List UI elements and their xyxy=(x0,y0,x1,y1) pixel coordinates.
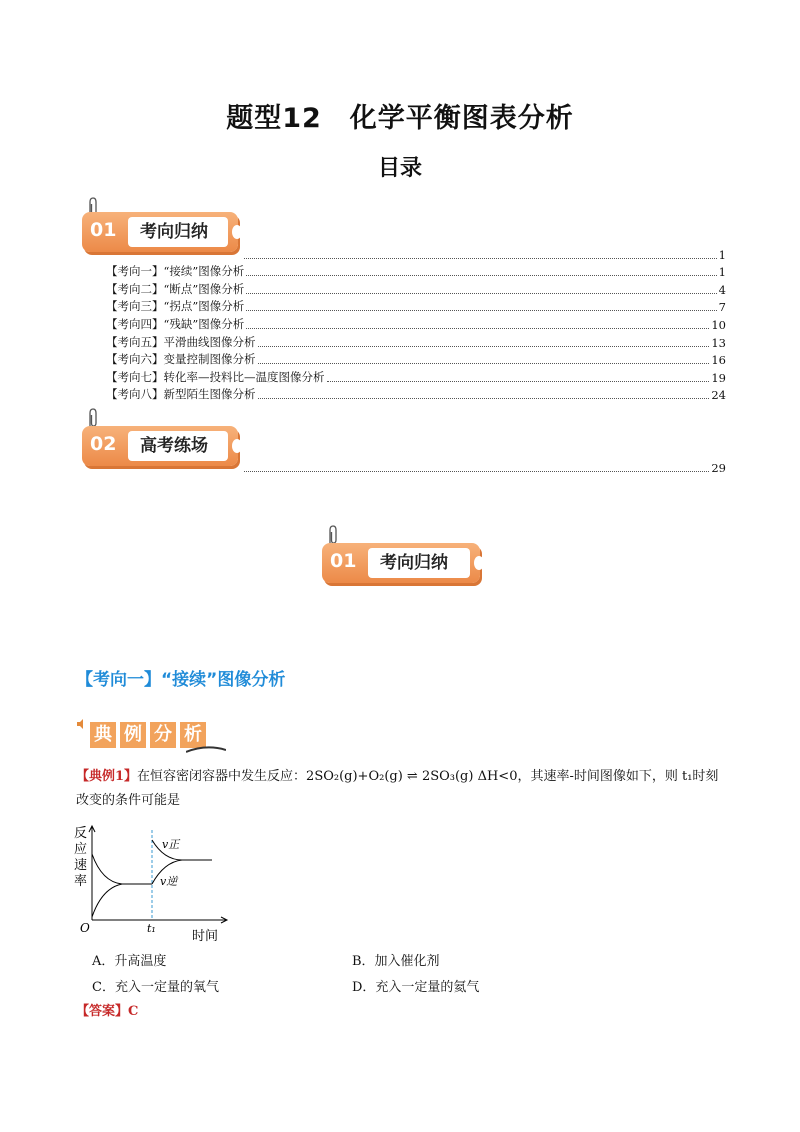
toc-page: 1 xyxy=(718,265,726,280)
speaker-icon xyxy=(76,718,88,730)
graph-ylabel-char: 速 xyxy=(74,858,88,873)
example-tag: 【典例1】 xyxy=(76,769,138,784)
toc-row[interactable] xyxy=(106,262,726,280)
toc-page: 7 xyxy=(718,300,726,315)
option-c[interactable]: C．充入一定量的氧气 xyxy=(92,980,219,995)
graph-ylabel-char: 反 xyxy=(74,826,88,841)
badge-notch xyxy=(474,556,484,570)
graph-vforward-label: v正 xyxy=(162,838,180,851)
option-d[interactable]: D．充入一定量的氦气 xyxy=(352,980,480,995)
toc-row[interactable] xyxy=(106,297,726,315)
toc-page: 4 xyxy=(718,282,726,297)
example-question xyxy=(76,765,726,813)
graph-t1-label: t₁ xyxy=(147,922,156,935)
toc-dots xyxy=(244,258,717,259)
toc-label: 【考向四】“残缺”图像分析 xyxy=(106,316,245,331)
badge-number: 01 xyxy=(330,550,357,572)
rate-time-graph xyxy=(72,822,232,944)
badge-label: 高考练场 xyxy=(128,431,228,461)
forward-rate-curve-after xyxy=(152,840,212,860)
section-heading: 【考向一】“接续”图像分析 xyxy=(76,670,286,690)
toc-row[interactable] xyxy=(106,385,726,403)
banner-char: 析 xyxy=(180,722,206,748)
option-a[interactable]: A．升高温度 xyxy=(92,954,167,969)
answer-tag: 【答案】 xyxy=(76,1004,129,1019)
toc-dots xyxy=(258,398,710,399)
badge-notch xyxy=(232,439,242,453)
toc-list xyxy=(106,244,726,402)
badge-number: 02 xyxy=(90,433,117,455)
badge-notch xyxy=(232,225,242,239)
toc-label: 【考向六】变量控制图像分析 xyxy=(106,352,256,367)
document-title: 题型12 化学平衡图表分析 xyxy=(226,103,574,134)
toc-dots xyxy=(246,328,709,329)
toc-label: 【考向三】“拐点”图像分析 xyxy=(106,299,245,314)
toc-heading: 目录 xyxy=(377,156,422,181)
toc-dots xyxy=(246,310,716,311)
section-badge-01-body xyxy=(322,543,480,583)
badge-label: 考向归纳 xyxy=(128,217,228,247)
option-b[interactable]: B．加入催化剂 xyxy=(352,954,440,969)
toc-dots xyxy=(258,363,710,364)
example-banner xyxy=(76,716,226,756)
toc-page: 10 xyxy=(711,317,726,332)
forward-rate-curve xyxy=(92,854,152,884)
toc-row[interactable] xyxy=(106,279,726,297)
graph-ylabel-char: 率 xyxy=(74,874,88,889)
answer-value: C xyxy=(128,1004,139,1019)
toc-row[interactable] xyxy=(106,350,726,368)
toc-label: 【考向八】新型陌生图像分析 xyxy=(106,387,256,402)
graph-origin: O xyxy=(80,921,90,935)
badge-label: 考向归纳 xyxy=(368,548,470,578)
toc-row-practice[interactable] xyxy=(106,457,726,475)
toc-dots xyxy=(258,346,710,347)
toc-row[interactable] xyxy=(106,367,726,385)
toc-page: 1 xyxy=(718,247,726,262)
toc-page: 13 xyxy=(711,335,726,350)
toc-label: 【考向一】“接续”图像分析 xyxy=(106,264,245,279)
toc-page: 19 xyxy=(711,370,726,385)
brush-stroke-icon xyxy=(186,744,226,756)
toc-row[interactable] xyxy=(106,332,726,350)
toc-row-top[interactable] xyxy=(106,244,726,262)
banner-char: 分 xyxy=(150,722,176,748)
toc-dots xyxy=(246,293,716,294)
graph-ylabel-char: 应 xyxy=(74,842,88,857)
graph-vreverse-label: v逆 xyxy=(160,875,178,888)
toc-page: 24 xyxy=(711,388,726,403)
answer-line xyxy=(76,1000,138,1019)
toc-row[interactable] xyxy=(106,314,726,332)
banner-char: 例 xyxy=(120,722,146,748)
toc-dots xyxy=(244,471,709,472)
toc-practice xyxy=(106,457,726,475)
toc-label: 【考向二】“断点”图像分析 xyxy=(106,281,245,296)
toc-dots xyxy=(246,275,716,276)
toc-label: 【考向七】转化率—投料比—温度图像分析 xyxy=(106,369,325,384)
banner-char: 典 xyxy=(90,722,116,748)
toc-dots xyxy=(327,381,710,382)
reverse-rate-curve xyxy=(92,884,122,917)
graph-xlabel: 时间 xyxy=(192,929,219,944)
example-text: 在恒容密闭容器中发生反应：2SO₂(g)+O₂(g) ⇌ 2SO₃(g) ΔH<0，其速率-时间图像如下，则 t₁时刻改变的条件可能是 xyxy=(76,769,719,808)
toc-page: 16 xyxy=(711,353,726,368)
toc-label: 【考向五】平滑曲线图像分析 xyxy=(106,334,256,349)
toc-page: 29 xyxy=(711,460,726,475)
badge-number: 01 xyxy=(90,219,117,241)
